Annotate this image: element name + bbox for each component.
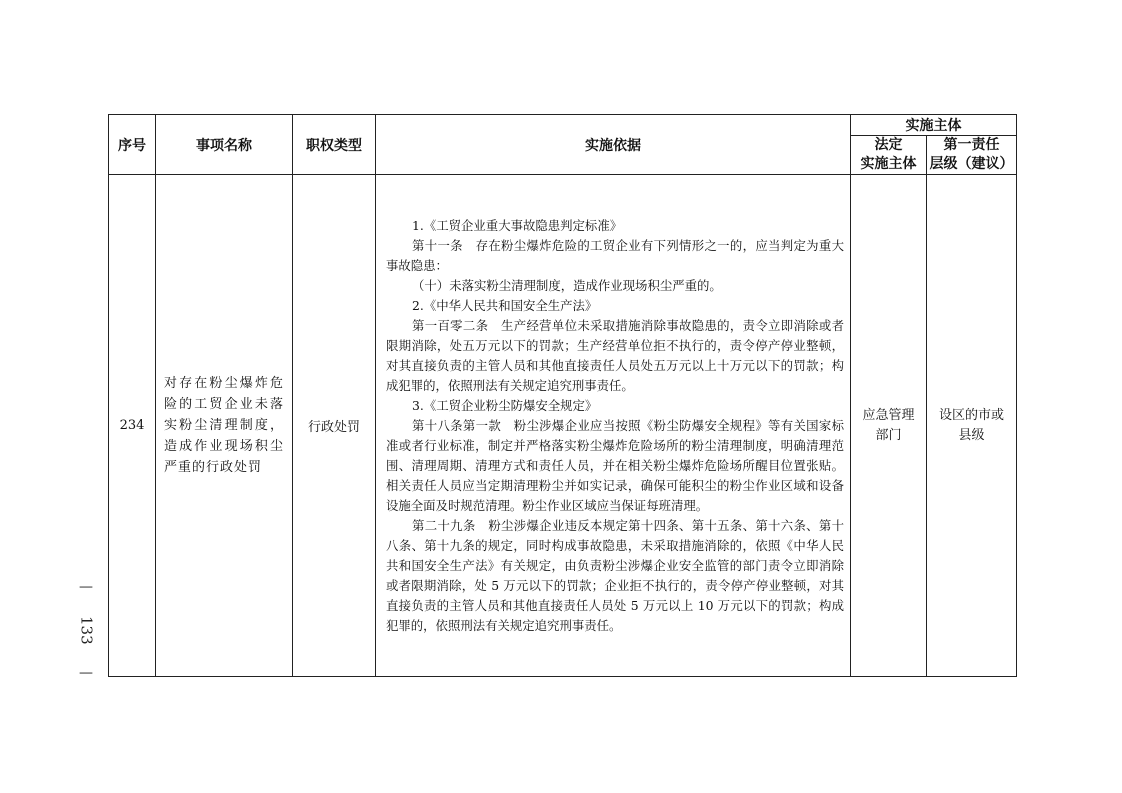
basis-paragraph: 第十八条第一款 粉尘涉爆企业应当按照《粉尘防爆安全规程》等有关国家标准或者行业标准，制定并严格落实粉尘爆炸危险场所的粉尘清理制度，明确清理范围、清理周期、清理方式和责任人员，并在相关粉尘爆炸危险场所醒目位置张贴。相关责任人员应当定期清理粉尘并如实记录，确保可能积尘的粉尘作业区域和设备设施全面及时规范清理。粉尘作业区域应当保证每班清理。 [386,417,844,513]
basis-paragraph: 2.《中华人民共和国安全生产法》 [412,297,598,313]
basis-paragraph: 3.《工贸企业粉尘防爆安全规定》 [412,397,598,413]
page-dash-top: — [79,579,93,595]
row-seq: 234 [109,175,156,677]
table-row [109,175,1017,677]
page-number [74,580,98,680]
row-item-name: 对存在粉尘爆炸危险的工贸企业未落实粉尘清理制度，造成作业现场积尘严重的行政处罚 [156,175,293,677]
header-subject-group: 实施主体 [851,115,1017,136]
header-responsibility-level [927,136,1017,175]
basis-paragraph: （十）未落实粉尘清理制度，造成作业现场积尘严重的。 [412,277,722,293]
header-basis: 实施依据 [376,115,851,175]
power-list-table [108,114,1017,677]
header-legal-subject-line2: 实施主体 [860,156,917,172]
header-item-name: 事项名称 [156,115,293,175]
header-legal-subject-line1: 法定 [874,137,903,153]
header-level-line2: 层级（建议） [929,156,1014,172]
header-legal-subject [851,136,927,175]
page-dash-bottom: — [79,664,93,681]
header-seq: 序号 [109,115,156,175]
page-number-text: 133 [77,615,96,645]
basis-paragraph: 1.《工贸企业重大事故隐患判定标准》 [412,217,623,233]
basis-paragraph: 第一百零二条 生产经营单位未采取措施消除事故隐患的，责令立即消除或者限期消除，处五万元以下的罚款；生产经营单位拒不执行的，责令停产停业整顿，对其直接负责的主管人员和其他直接责任人员处五万元以上十万元以下的罚款；构成犯罪的，依照刑法有关规定追究刑事责任。 [386,317,844,393]
header-power-type: 职权类型 [293,115,376,175]
header-level-line1: 第一责任 [943,137,1000,153]
basis-paragraph: 第十一条 存在粉尘爆炸危险的工贸企业有下列情形之一的，应当判定为重大事故隐患： [386,237,844,273]
row-power-type: 行政处罚 [293,175,376,677]
row-basis [376,175,851,677]
basis-paragraph: 第二十九条 粉尘涉爆企业违反本规定第十四条、第十五条、第十六条、第十八条、第十九条的规定，同时构成事故隐患，未采取措施消除的，依照《中华人民共和国安全生产法》有关规定，由负责粉尘涉爆企业安全监管的部门责令立即消除或者限期消除，处 5 万元以下的罚款；企业拒不执行的，责令停产停业整顿，对其直接负责的主管人员和其他直接责任人员处 5 万元以上 10 万元以下的罚款；构成犯罪的，依照刑法有关规定追究刑事责任。 [386,517,844,633]
row-responsibility-level: 设区的市或县级 [927,175,1017,677]
row-legal-subject: 应急管理部门 [851,175,927,677]
